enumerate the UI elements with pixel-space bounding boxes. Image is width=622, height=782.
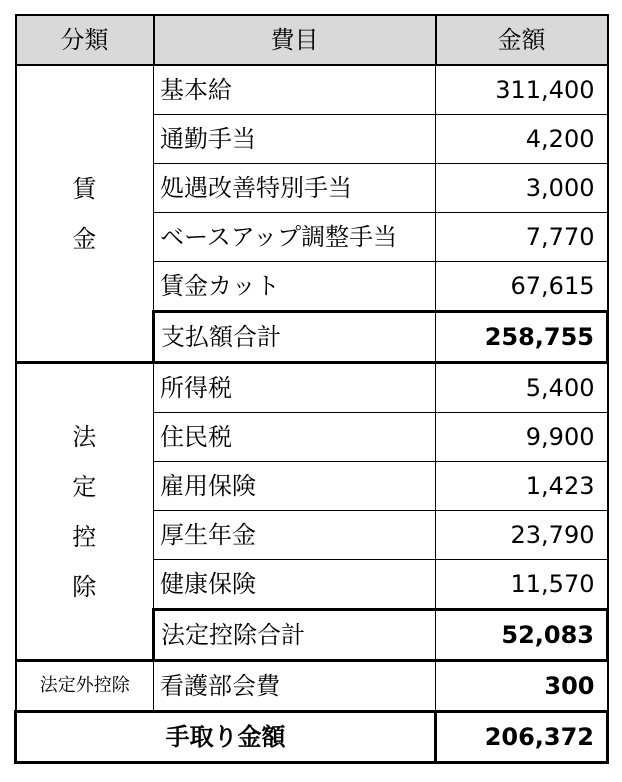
item-amount: 9,900 bbox=[436, 413, 608, 462]
item-name: 処遇改善特別手当 bbox=[154, 164, 436, 213]
category-other: 法定外控除 bbox=[16, 661, 154, 712]
item-amount: 4,200 bbox=[436, 115, 608, 164]
item-name: 基本給 bbox=[154, 65, 436, 115]
item-amount: 5,400 bbox=[436, 363, 608, 413]
item-name: 看護部会費 bbox=[154, 661, 436, 712]
item-name: 住民税 bbox=[154, 413, 436, 462]
item-name: 通勤手当 bbox=[154, 115, 436, 164]
item-amount: 3,000 bbox=[436, 164, 608, 213]
item-amount: 23,790 bbox=[436, 511, 608, 560]
category-char: 定 bbox=[72, 472, 97, 501]
net-pay-row bbox=[16, 712, 608, 763]
header-row bbox=[16, 15, 608, 65]
other-deduction-row bbox=[16, 661, 608, 712]
payslip-sheet bbox=[14, 14, 606, 764]
category-char: 除 bbox=[72, 572, 97, 601]
header-category: 分類 bbox=[16, 15, 154, 65]
category-statutory bbox=[16, 363, 154, 661]
subtotal-amount: 52,083 bbox=[436, 610, 608, 661]
category-wages bbox=[16, 65, 154, 363]
item-name: 所得税 bbox=[154, 363, 436, 413]
table-row bbox=[16, 363, 608, 413]
item-amount: 311,400 bbox=[436, 65, 608, 115]
header-item: 費目 bbox=[154, 15, 436, 65]
item-name: 賃金カット bbox=[154, 262, 436, 312]
header-amount: 金額 bbox=[436, 15, 608, 65]
net-pay-amount: 206,372 bbox=[436, 712, 608, 763]
item-name: 厚生年金 bbox=[154, 511, 436, 560]
item-amount: 67,615 bbox=[436, 262, 608, 312]
payslip-table bbox=[14, 14, 609, 764]
subtotal-amount: 258,755 bbox=[436, 312, 608, 363]
item-name: 雇用保険 bbox=[154, 462, 436, 511]
table-row bbox=[16, 65, 608, 115]
category-char: 法 bbox=[72, 422, 97, 451]
category-char: 控 bbox=[72, 522, 97, 551]
item-name: 健康保険 bbox=[154, 560, 436, 610]
category-char: 賃 bbox=[72, 174, 97, 203]
net-pay-label: 手取り金額 bbox=[16, 712, 436, 763]
item-amount: 7,770 bbox=[436, 213, 608, 262]
item-amount: 300 bbox=[436, 661, 608, 712]
subtotal-label: 支払額合計 bbox=[154, 312, 436, 363]
item-name: ベースアップ調整手当 bbox=[154, 213, 436, 262]
category-char: 金 bbox=[72, 224, 97, 253]
item-amount: 11,570 bbox=[436, 560, 608, 610]
item-amount: 1,423 bbox=[436, 462, 608, 511]
subtotal-label: 法定控除合計 bbox=[154, 610, 436, 661]
